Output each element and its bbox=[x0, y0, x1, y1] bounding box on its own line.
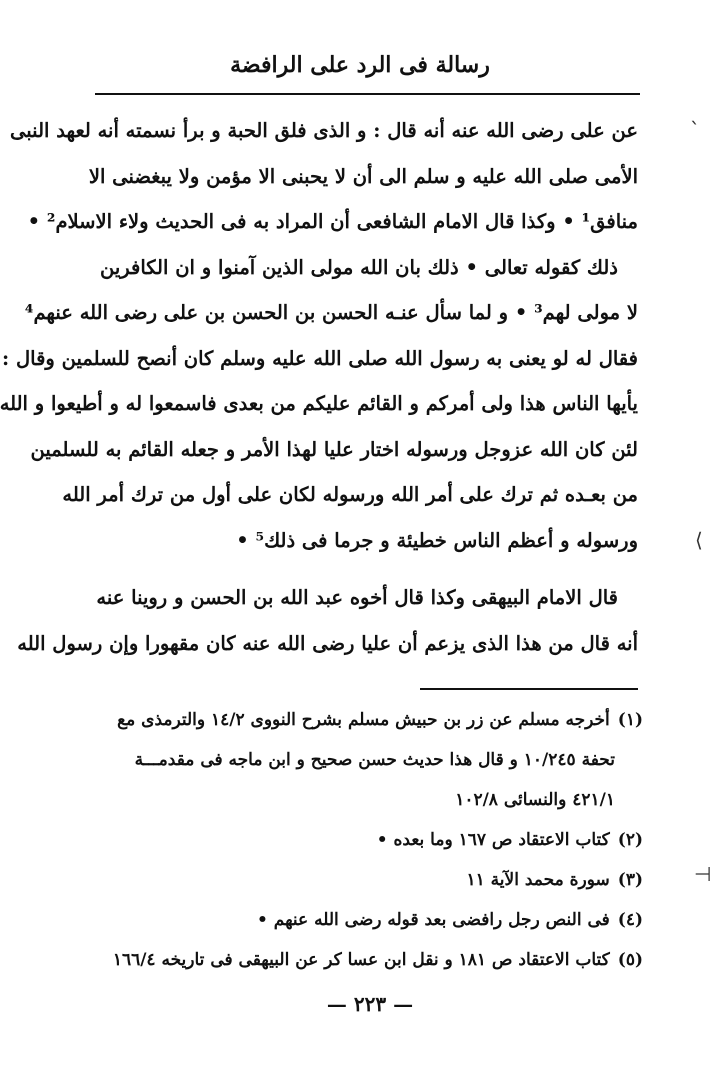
footnote-1 bbox=[98, 700, 643, 740]
footnote-number: (٥) bbox=[617, 950, 643, 970]
text-line: فقال له لو يعنى به رسول الله صلى الله عليه وسلم كان أنصح للسلمين وقال : bbox=[2, 346, 638, 370]
text-line: قال الامام البيهقى وكذا قال أخوه عبد الله بن الحسن و روينا عنه bbox=[96, 586, 618, 609]
margin-mark: ˋ bbox=[690, 118, 700, 142]
footnote-1-continued bbox=[98, 780, 643, 820]
footnote-divider bbox=[420, 688, 638, 690]
text-line: يأيها الناس هذا ولى أمركم و القائم عليكم من بعدى فاسمعوا له و أطيعوا و الله bbox=[0, 392, 638, 415]
text-line: أنه قال من هذا الذى يزعم أن عليا رضى الله عنه كان مقهورا وإن رسول الله bbox=[17, 631, 638, 655]
footnote-4 bbox=[98, 900, 643, 940]
text-line: ذلك كقوله تعالى • ذلك بان الله مولى الذين آمنوا و ان الكافرين bbox=[100, 255, 618, 279]
header-divider bbox=[95, 93, 640, 95]
footnote-text: فى النص رجل رافضى بعد قوله رضى الله عنهم • bbox=[256, 910, 610, 930]
margin-mark: ⊢ bbox=[694, 862, 712, 886]
text-line: منافق¹ • وكذا قال الامام الشافعى أن المراد به فى الحديث ولاء الاسلام² • bbox=[27, 210, 638, 233]
text-line: الأمى صلى الله عليه و سلم الى أن لا يحبنى الا مؤمن ولا يبغضنى الا bbox=[88, 164, 638, 188]
running-header: رسالة فى الرد على الرافضة bbox=[230, 52, 490, 78]
footnote-3 bbox=[98, 860, 643, 900]
footnote-5 bbox=[98, 940, 643, 980]
footnote-text: سورة محمد الآية ١١ bbox=[466, 870, 610, 890]
footnote-text: كتاب الاعتقاد ص ١٨١ و نقل ابن عسا كر عن البيهقى فى تاريخه ١٦٦/٤ bbox=[112, 950, 610, 970]
margin-mark: ⟩ bbox=[695, 528, 703, 552]
main-text bbox=[0, 108, 638, 666]
footnote-1-continued bbox=[98, 740, 643, 780]
text-line: لا مولى لهم³ • و لما سأل عنـه الحسن بن الحسن بن على رضى الله عنهم⁴ bbox=[24, 301, 638, 324]
page-number: — ٢٢٣ — bbox=[326, 992, 414, 1016]
footnote-number: (١) bbox=[617, 710, 643, 730]
footnote-number: (٤) bbox=[617, 910, 643, 930]
footnote-2 bbox=[98, 820, 643, 860]
text-line: عن على رضى الله عنه أنه قال : و الذى فلق الحبة و برأ نسمته أنه لعهد النبى bbox=[10, 119, 638, 142]
footnote-number: (٣) bbox=[617, 870, 643, 890]
text-line: لئن كان الله عزوجل ورسوله اختار عليا لهذا الأمر و جعله القائم به للسلمين bbox=[30, 437, 638, 461]
footnote-text: تحفة ١٠/٢٤٥ و قال هذا حديث حسن صحيح و ابن ماجه فى مقدمـــة bbox=[134, 750, 615, 770]
footnotes bbox=[98, 700, 643, 980]
text-line: ورسوله و أعظم الناس خطيئة و جرما فى ذلك⁵ • bbox=[236, 528, 638, 552]
footnote-text: كتاب الاعتقاد ص ١٦٧ وما بعده • bbox=[376, 830, 610, 850]
footnote-text: أخرجه مسلم عن زر بن حبيش مسلم بشرح النووى ١٤/٢ والترمذى مع bbox=[117, 710, 610, 730]
footnote-number: (٢) bbox=[617, 830, 643, 850]
footnote-text: ٤٢١/١ والنسائى ١٠٢/٨ bbox=[455, 790, 615, 810]
text-line: من بعـده ثم ترك على أمر الله ورسوله لكان على أول من ترك أمر الله bbox=[62, 483, 638, 506]
